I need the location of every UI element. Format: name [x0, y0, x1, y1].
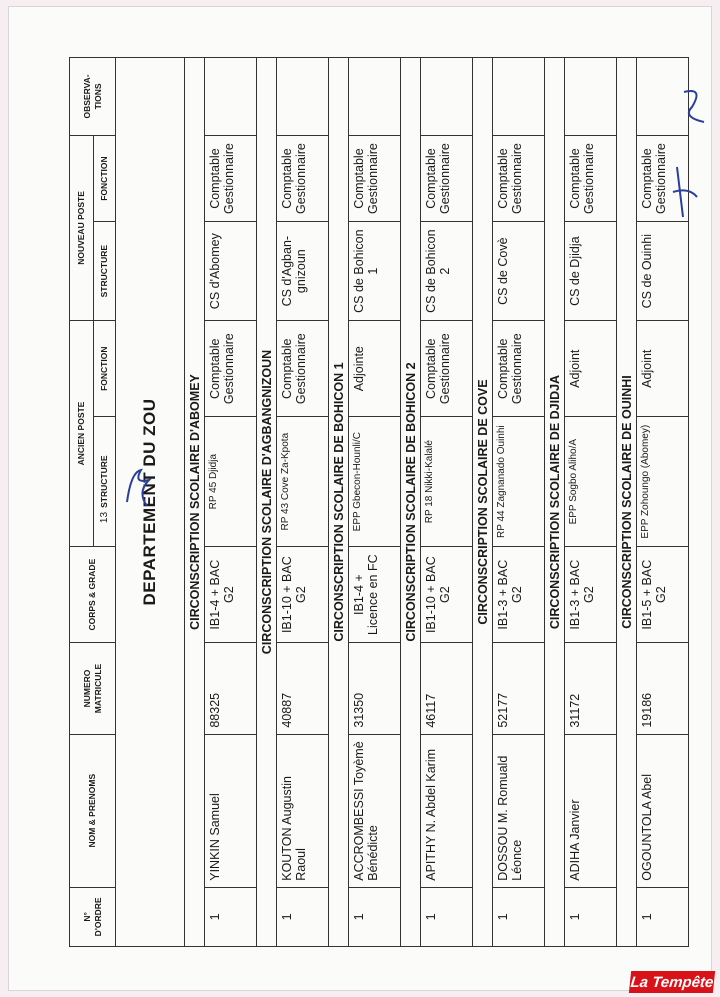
circonscription-heading: CIRCONSCRIPTION SCOLAIRE DE BOHICON 2 — [401, 58, 421, 947]
row-ancien-structure: EPP Zohoungo (Abomey) — [637, 417, 689, 547]
row-ancien-structure: RP 45 Djidja — [205, 417, 257, 547]
row-nouveau-fonction: Comptable Gestionnaire — [493, 135, 545, 221]
row-corps: IB1-5 + BAC G2 — [637, 547, 689, 643]
row-ancien-fonction: Comptable Gestionnaire — [205, 321, 257, 417]
row-corps: IB1-10 + BAC G2 — [421, 547, 473, 643]
row-ancien-fonction: Adjoint — [565, 321, 617, 417]
row-nom: YINKIN Samuel — [205, 734, 257, 887]
row-corps: IB1-3 + BAC G2 — [493, 547, 545, 643]
row-matricule: 19186 — [637, 643, 689, 734]
row-nouveau-fonction: Comptable Gestionnaire — [205, 135, 257, 221]
table-row — [349, 58, 401, 947]
header-nom: NOM & PRENOMS — [70, 734, 116, 887]
table-row — [205, 58, 257, 947]
header-ancien-structure: STRUCTURE — [94, 417, 116, 547]
row-ancien-fonction: Comptable Gestionnaire — [421, 321, 473, 417]
row-matricule: 46117 — [421, 643, 473, 734]
row-ancien-fonction: Comptable Gestionnaire — [493, 321, 545, 417]
row-observations — [349, 58, 401, 136]
row-nom: KOUTON Augustin Raoul — [277, 734, 329, 887]
publisher-logo: La Tempête — [629, 971, 715, 993]
row-ancien-structure: EPP Sogbo Aliho/A — [565, 417, 617, 547]
row-ordre: 1 — [421, 887, 473, 946]
row-matricule: 52177 — [493, 643, 545, 734]
header-observations: OBSERVA-TIONS — [70, 58, 116, 136]
header-nouveau-poste: NOUVEAU POSTE — [70, 135, 94, 320]
row-nouveau-structure: CS de Bohicon 1 — [349, 222, 401, 321]
document-page — [8, 6, 712, 991]
row-nouveau-structure: CS de Covè — [493, 222, 545, 321]
row-ancien-structure: EPP Gbecon-Hounli/C — [349, 417, 401, 547]
row-matricule: 88325 — [205, 643, 257, 734]
row-nouveau-structure: CS d'Agban-gnizoun — [277, 222, 329, 321]
page-number: 13 — [99, 511, 111, 524]
circonscription-heading: CIRCONSCRIPTION SCOLAIRE D'ABOMEY — [185, 58, 205, 947]
row-corps: IB1-3 + BAC G2 — [565, 547, 617, 643]
row-corps: IB1-4 + BAC G2 — [205, 547, 257, 643]
row-nouveau-fonction: Comptable Gestionnaire — [349, 135, 401, 221]
row-ordre: 1 — [565, 887, 617, 946]
row-corps: IB1-10 + BAC G2 — [277, 547, 329, 643]
table-row — [493, 58, 545, 947]
row-matricule: 31172 — [565, 643, 617, 734]
row-nouveau-structure: CS de Djidja — [565, 222, 617, 321]
row-observations — [493, 58, 545, 136]
row-ancien-structure: RP 43 Cove Za-Kpota — [277, 417, 329, 547]
circonscription-heading: CIRCONSCRIPTION SCOLAIRE DE COVE — [473, 58, 493, 947]
row-ordre: 1 — [277, 887, 329, 946]
row-ordre: 1 — [637, 887, 689, 946]
signature-mark-3 — [674, 82, 714, 132]
header-matricule: NUMERO MATRICULE — [70, 643, 116, 734]
row-observations — [565, 58, 617, 136]
row-nouveau-structure: CS de Bohicon 2 — [421, 222, 473, 321]
row-observations — [277, 58, 329, 136]
row-ancien-fonction: Comptable Gestionnaire — [277, 321, 329, 417]
row-nouveau-structure: CS d'Abomey — [205, 222, 257, 321]
row-nouveau-structure: CS de Ouinhi — [637, 222, 689, 321]
table-row — [277, 58, 329, 947]
row-matricule: 31350 — [349, 643, 401, 734]
row-nouveau-fonction: Comptable Gestionnaire — [637, 135, 689, 221]
row-nom: ADIHA Janvier — [565, 734, 617, 887]
department-title: DEPARTEMENT DU ZOU — [116, 58, 185, 947]
row-nouveau-fonction: Comptable Gestionnaire — [421, 135, 473, 221]
signature-mark-2 — [669, 157, 709, 227]
circonscription-heading: CIRCONSCRIPTION SCOLAIRE DE DJIDJA — [545, 58, 565, 947]
header-nouveau-fonction: FONCTION — [94, 135, 116, 221]
row-nom: ACCROMBESSI Toyèmè Bénédicte — [349, 734, 401, 887]
signature-mark-1 — [119, 462, 159, 512]
header-corps: CORPS & GRADE — [70, 547, 116, 643]
row-ordre: 1 — [349, 887, 401, 946]
row-nom: OGOUNTOLA Abel — [637, 734, 689, 887]
table-row — [421, 58, 473, 947]
row-matricule: 40887 — [277, 643, 329, 734]
row-ancien-structure: RP 18 Nikki-Kalalé — [421, 417, 473, 547]
row-nouveau-fonction: Comptable Gestionnaire — [277, 135, 329, 221]
header-ancien-poste: ANCIEN POSTE — [70, 321, 94, 547]
row-ancien-structure: RP 44 Zagnanado Ouinhi — [493, 417, 545, 547]
table-row — [565, 58, 617, 947]
rotated-table-wrapper — [69, 57, 689, 947]
circonscription-heading: CIRCONSCRIPTION SCOLAIRE DE BOHICON 1 — [329, 58, 349, 947]
row-ancien-fonction: Adjoint — [637, 321, 689, 417]
assignment-table — [69, 57, 689, 947]
row-corps: IB1-4 + Licence en FC — [349, 547, 401, 643]
row-nouveau-fonction: Comptable Gestionnaire — [565, 135, 617, 221]
circonscription-heading: CIRCONSCRIPTION SCOLAIRE DE OUINHI — [617, 58, 637, 947]
row-observations — [421, 58, 473, 136]
row-observations — [205, 58, 257, 136]
header-ordre: N° D'ORDRE — [70, 887, 116, 946]
row-ordre: 1 — [493, 887, 545, 946]
header-nouveau-structure: STRUCTURE — [94, 222, 116, 321]
row-nom: DOSSOU M. Romuald Léonce — [493, 734, 545, 887]
circonscription-heading: CIRCONSCRIPTION SCOLAIRE D'AGBANGNIZOUN — [257, 58, 277, 947]
row-ordre: 1 — [205, 887, 257, 946]
row-nom: APITHY N. Abdel Karim — [421, 734, 473, 887]
header-ancien-fonction: FONCTION — [94, 321, 116, 417]
row-ancien-fonction: Adjointe — [349, 321, 401, 417]
